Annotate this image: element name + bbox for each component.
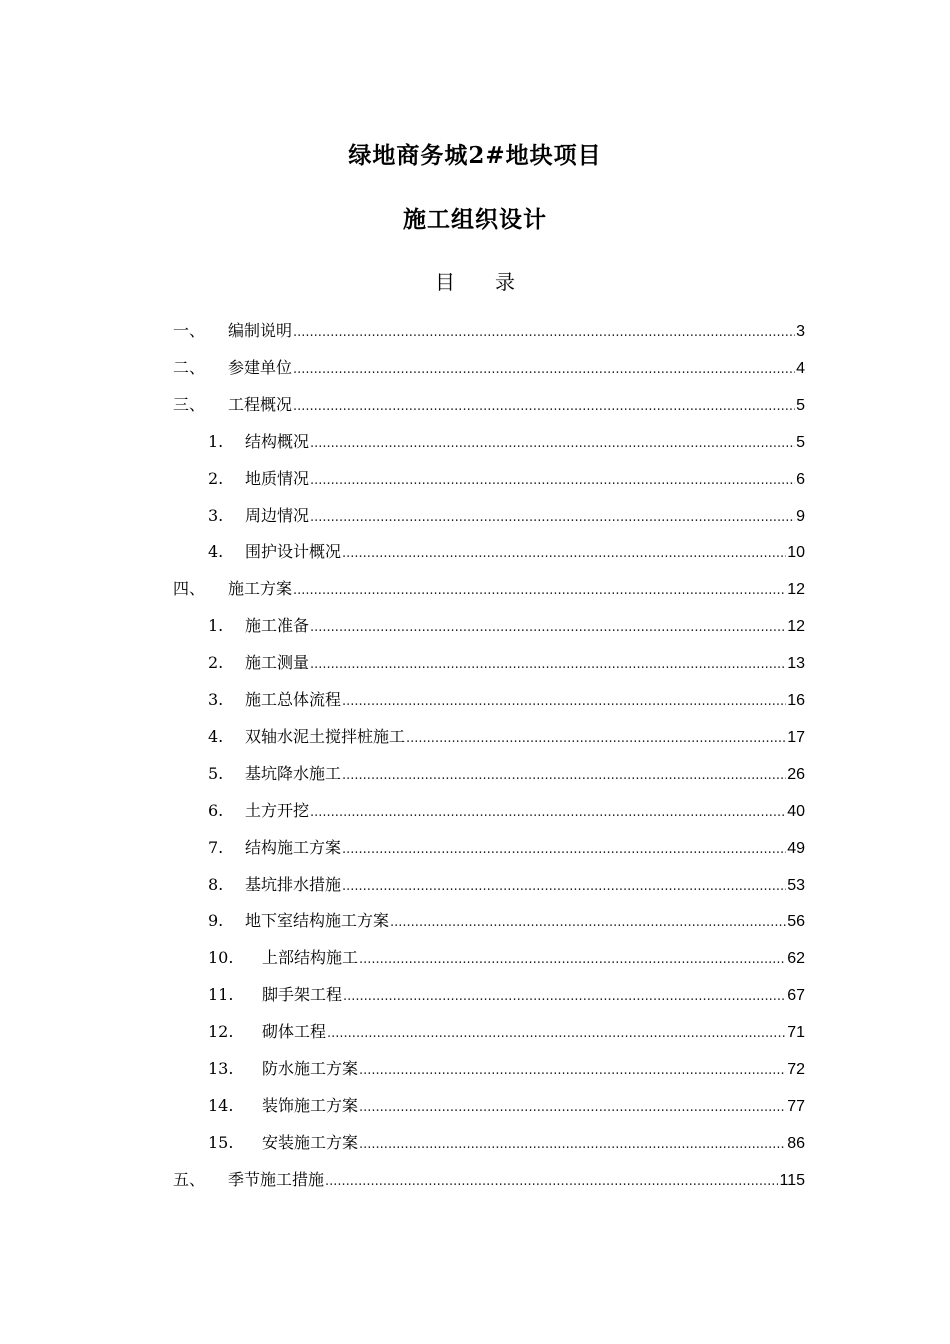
toc-entry-number: 11.: [208, 985, 234, 1005]
toc-entry-page-number: 26: [787, 765, 805, 783]
toc-leader-dots: [293, 583, 786, 598]
toc-leader-dots: [310, 473, 795, 488]
toc-entry[interactable]: [173, 576, 805, 600]
toc-entry-label: 施工准备: [245, 616, 310, 636]
toc-entry-label: 地下室结构施工方案: [245, 911, 390, 931]
toc-entry-number: 4.: [208, 542, 224, 562]
toc-entry[interactable]: [208, 798, 805, 822]
toc-leader-dots: [310, 805, 786, 820]
toc-entry-label: 安装施工方案: [262, 1132, 359, 1152]
toc-entry-label: 防水施工方案: [262, 1059, 359, 1078]
toc-entry[interactable]: [208, 539, 805, 563]
toc-entry[interactable]: [208, 835, 805, 859]
toc-entry[interactable]: [173, 1167, 805, 1191]
toc-entry-number: 四、: [173, 579, 206, 599]
toc-entry-number: 五、: [173, 1169, 206, 1189]
toc-entry-label: 装饰施工方案: [262, 1095, 359, 1115]
toc-entry-page-number: 115: [779, 1171, 805, 1189]
toc-entry-page-number: 9: [796, 507, 805, 525]
toc-entry[interactable]: [208, 429, 805, 453]
toc-entry-page-number: 67: [787, 987, 805, 1005]
toc-entry-number: 二、: [173, 357, 206, 377]
toc-leader-dots: [359, 952, 786, 967]
toc-leader-dots: [342, 879, 786, 894]
toc-entry-page-number: 40: [787, 802, 805, 820]
toc-leader-dots: [342, 842, 786, 857]
toc-entry-label: 季节施工措施: [228, 1169, 325, 1189]
toc-entry-number: 1.: [208, 616, 224, 636]
toc-entry-label: 围护设计概况: [245, 542, 342, 562]
toc-entry-page-number: 12: [787, 618, 805, 636]
document-subtitle: 施工组织设计: [403, 206, 547, 233]
toc-entry-number: 1.: [208, 431, 224, 451]
toc-entry-number: 8.: [208, 874, 224, 894]
toc-entry-label: 上部结构施工: [262, 948, 359, 968]
toc-entry-label: 施工总体流程: [245, 690, 342, 709]
toc-entry-number: 3.: [208, 690, 224, 709]
toc-entry-number: 10.: [208, 948, 234, 968]
toc-entry-page-number: 53: [787, 876, 805, 894]
toc-entry[interactable]: [208, 1130, 805, 1154]
toc-entry-number: 3.: [208, 505, 224, 525]
toc-entry-label: 脚手架工程: [262, 985, 343, 1005]
toc-leader-dots: [327, 1026, 786, 1041]
toc-entry-number: 13.: [208, 1059, 234, 1078]
toc-entry-page-number: 4: [796, 359, 805, 377]
toc-entry-number: 15.: [208, 1132, 234, 1152]
toc-leader-dots: [343, 989, 786, 1004]
toc-entry-label: 基坑排水措施: [245, 874, 342, 894]
toc-entry-page-number: 49: [787, 839, 805, 857]
toc-leader-dots: [310, 510, 795, 525]
toc-entry[interactable]: [208, 613, 805, 637]
toc-entry-number: 12.: [208, 1022, 234, 1042]
toc-leader-dots: [342, 694, 786, 709]
toc-entry[interactable]: [208, 761, 805, 785]
toc-entry-number: 5.: [208, 763, 224, 783]
toc-leader-dots: [310, 436, 795, 451]
toc-entry[interactable]: [208, 466, 805, 490]
toc-entry-page-number: 62: [787, 950, 805, 968]
toc-entry-label: 基坑降水施工: [245, 763, 342, 783]
document-title: 绿地商务城2#地块项目: [348, 142, 602, 169]
toc-entry-label: 参建单位: [228, 357, 293, 377]
toc-entry-label: 砌体工程: [262, 1022, 327, 1042]
toc-entry-label: 施工测量: [245, 653, 310, 673]
toc-entry-label: 周边情况: [245, 505, 310, 525]
toc-entry-number: 三、: [173, 394, 206, 414]
toc-entry[interactable]: [208, 503, 805, 527]
toc-entry-number: 2.: [208, 653, 224, 673]
toc-entry-page-number: 16: [787, 692, 805, 709]
toc-entry-page-number: 72: [787, 1061, 805, 1078]
toc-entry-page-number: 10: [787, 544, 805, 562]
toc-entry[interactable]: [173, 318, 805, 342]
toc-entry-number: 7.: [208, 837, 224, 857]
toc-entry-page-number: 13: [787, 655, 805, 673]
toc-entry-page-number: 71: [787, 1024, 805, 1042]
toc-entry-page-number: 12: [787, 581, 805, 599]
toc-entry[interactable]: [208, 908, 805, 932]
toc-entry-page-number: 77: [787, 1097, 805, 1115]
toc-entry-label: 施工方案: [228, 579, 293, 599]
toc-entry-number: 一、: [173, 321, 206, 340]
toc-leader-dots: [406, 731, 786, 746]
toc-entry-number: 14.: [208, 1095, 234, 1115]
toc-entry[interactable]: [208, 872, 805, 896]
toc-leader-dots: [359, 1063, 786, 1078]
toc-leader-dots: [310, 657, 786, 672]
toc-entry[interactable]: [208, 687, 805, 711]
toc-leader-dots: [390, 915, 786, 930]
toc-entry-page-number: 86: [787, 1134, 805, 1152]
toc-leader-dots: [310, 620, 786, 635]
toc-entry-label: 结构施工方案: [245, 837, 342, 857]
toc-entry-page-number: 17: [787, 728, 805, 746]
toc-entry-page-number: 6: [796, 470, 805, 488]
toc-entry-number: 2.: [208, 468, 224, 488]
toc-entry[interactable]: [208, 1056, 805, 1080]
toc-entry[interactable]: [208, 724, 805, 748]
toc-leader-dots: [359, 1100, 786, 1115]
toc-entry-label: 土方开挖: [245, 800, 310, 820]
toc-entry-number: 6.: [208, 800, 224, 820]
toc-entry-number: 9.: [208, 911, 224, 931]
toc-leader-dots: [342, 546, 786, 561]
toc-heading: 目录: [435, 270, 555, 294]
toc-entry[interactable]: [208, 1093, 805, 1117]
toc-leader-dots: [359, 1137, 786, 1152]
toc-leader-dots: [342, 768, 786, 783]
toc-entry[interactable]: [173, 355, 805, 379]
toc-entry[interactable]: [208, 982, 805, 1006]
toc-entry-page-number: 56: [787, 913, 805, 931]
toc-leader-dots: [325, 1174, 778, 1189]
toc-entry-label: 结构概况: [245, 431, 310, 451]
toc-leader-dots: [293, 399, 795, 414]
toc-entry[interactable]: [173, 392, 805, 416]
toc-entry[interactable]: [208, 945, 805, 969]
toc-entry-label: 双轴水泥土搅拌桩施工: [245, 726, 406, 746]
toc-entry-number: 4.: [208, 726, 224, 746]
toc-entry-page-number: 5: [796, 396, 805, 414]
toc-entry[interactable]: [208, 650, 805, 674]
toc-entry-label: 工程概况: [228, 394, 293, 414]
toc-leader-dots: [293, 325, 795, 340]
toc-entry-page-number: 3: [796, 323, 805, 340]
toc-entry-label: 地质情况: [245, 468, 310, 488]
toc-entry-label: 编制说明: [228, 321, 293, 340]
toc-entry[interactable]: [208, 1019, 805, 1043]
toc-leader-dots: [293, 362, 795, 377]
toc-entry-page-number: 5: [796, 433, 805, 451]
